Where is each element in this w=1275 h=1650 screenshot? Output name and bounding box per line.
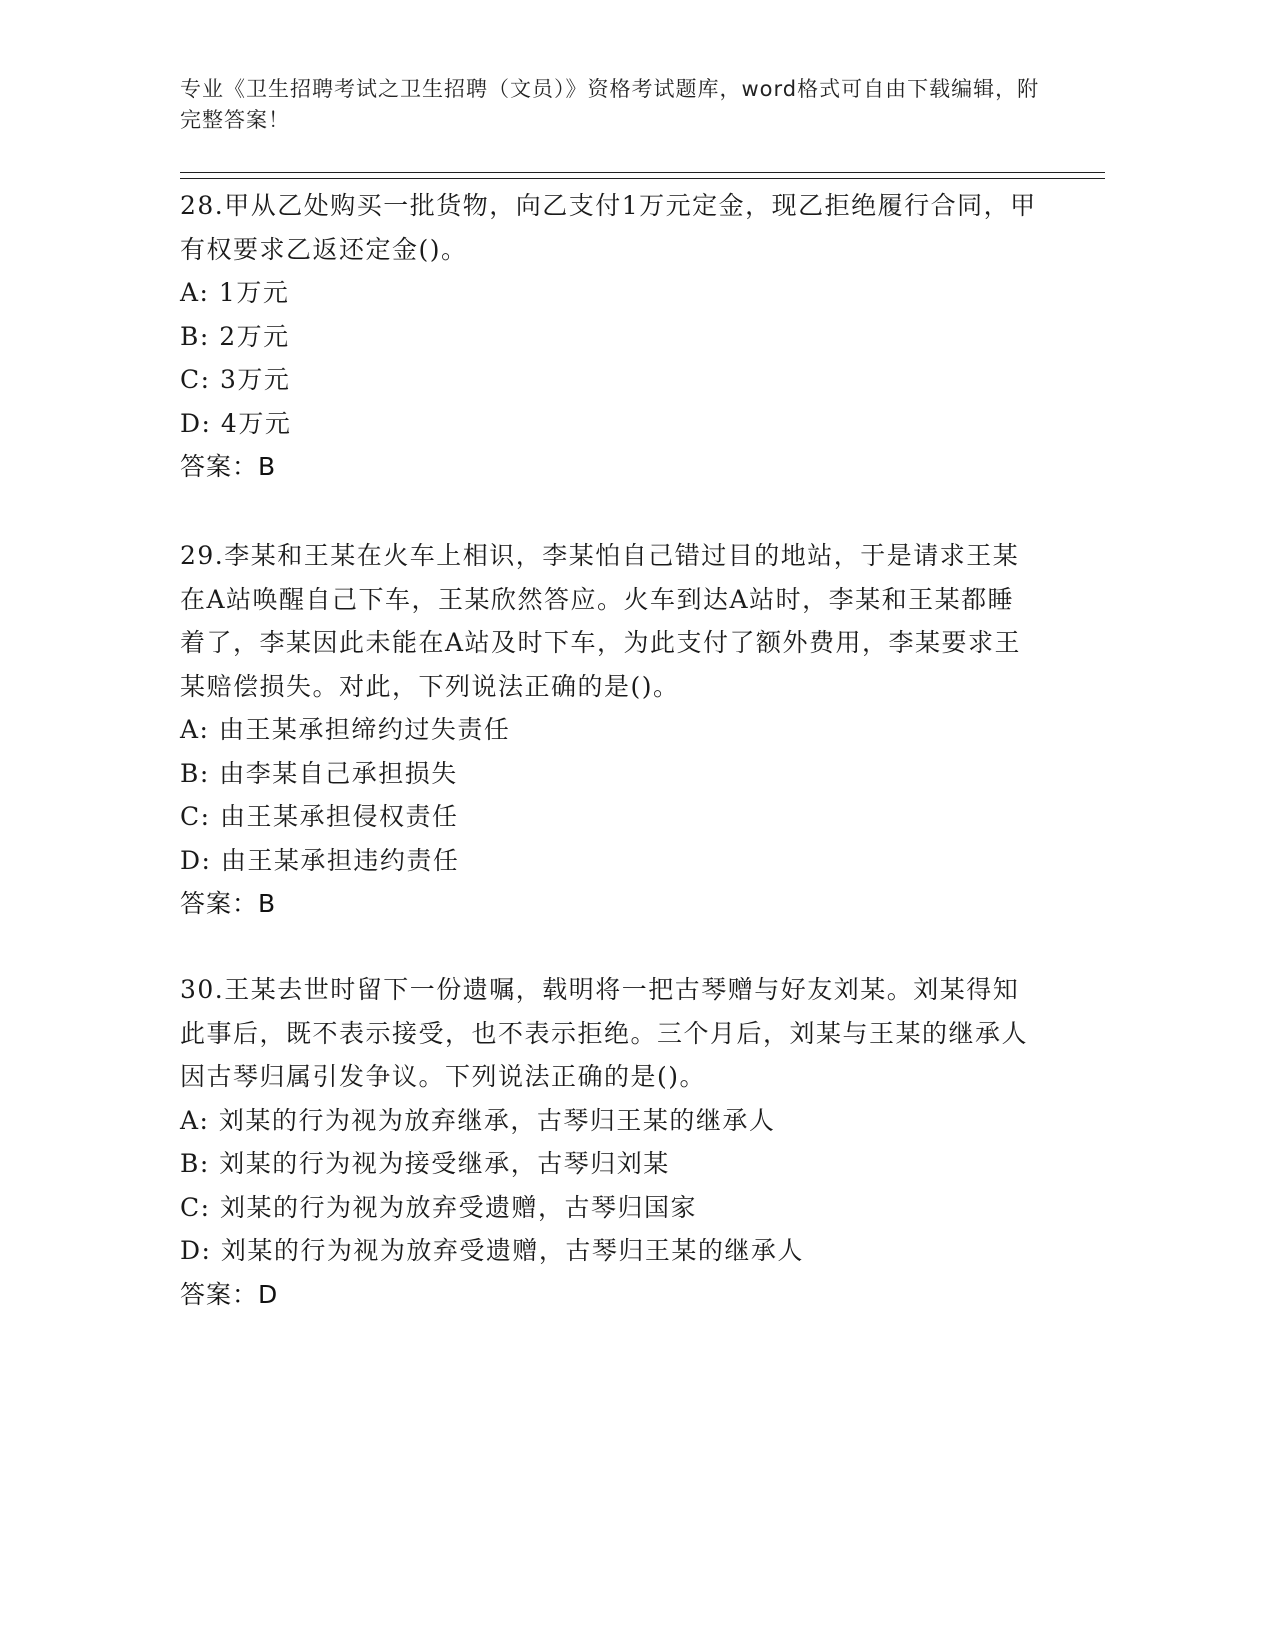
question-28 [180, 184, 1040, 489]
option-d: D: 由王某承担违约责任 [180, 845, 460, 875]
question-29 [180, 534, 1040, 926]
option-a: A: 由王某承担缔约过失责任 [180, 715, 511, 744]
answer: 答案：D [180, 1279, 279, 1309]
header-divider-bottom [180, 178, 1105, 179]
option-b: B: 刘某的行为视为接受继承，古琴归刘某 [180, 1149, 670, 1178]
option-c: C: 由王某承担侵权责任 [180, 802, 459, 831]
option-c: C: 3万元 [180, 365, 291, 394]
option-b: B: 由李某自己承担损失 [180, 758, 458, 788]
document-header: 专业《卫生招聘考试之卫生招聘（文员）》资格考试题库，word格式可自由下载编辑，附完整答案！ [180, 77, 1040, 132]
option-a: A: 1万元 [180, 278, 290, 307]
option-a: A: 刘某的行为视为放弃继承，古琴归王某的继承人 [180, 1105, 776, 1135]
question-30 [180, 968, 1040, 1316]
option-d: D: 4万元 [180, 408, 292, 438]
question-stem: 29.李某和王某在火车上相识，李某怕自己错过目的地站，于是请求王某在A站唤醒自己下车，王某欣然答应。火车到达A站时，李某和王某都睡着了，李某因此未能在A站及时下车，为此支付了额外费用，李某要求王某赔偿损失。对此，下列说法正确的是()。 [180, 541, 1022, 701]
option-d: D: 刘某的行为视为放弃受遗赠，古琴归王某的继承人 [180, 1236, 804, 1265]
option-b: B: 2万元 [180, 321, 290, 351]
question-stem: 28.甲从乙处购买一批货物，向乙支付1万元定金，现乙拒绝履行合同，甲有权要求乙返还定金()。 [180, 191, 1037, 264]
question-stem: 30.王某去世时留下一份遗嘱，载明将一把古琴赠与好友刘某。刘某得知此事后，既不表示接受，也不表示拒绝。三个月后，刘某与王某的继承人因古琴归属引发争议。下列说法正确的是()。 [180, 975, 1029, 1091]
option-c: C: 刘某的行为视为放弃受遗赠，古琴归国家 [180, 1192, 697, 1222]
answer: 答案：B [180, 452, 277, 481]
answer: 答案：B [180, 889, 277, 918]
header-divider-top [180, 172, 1105, 173]
